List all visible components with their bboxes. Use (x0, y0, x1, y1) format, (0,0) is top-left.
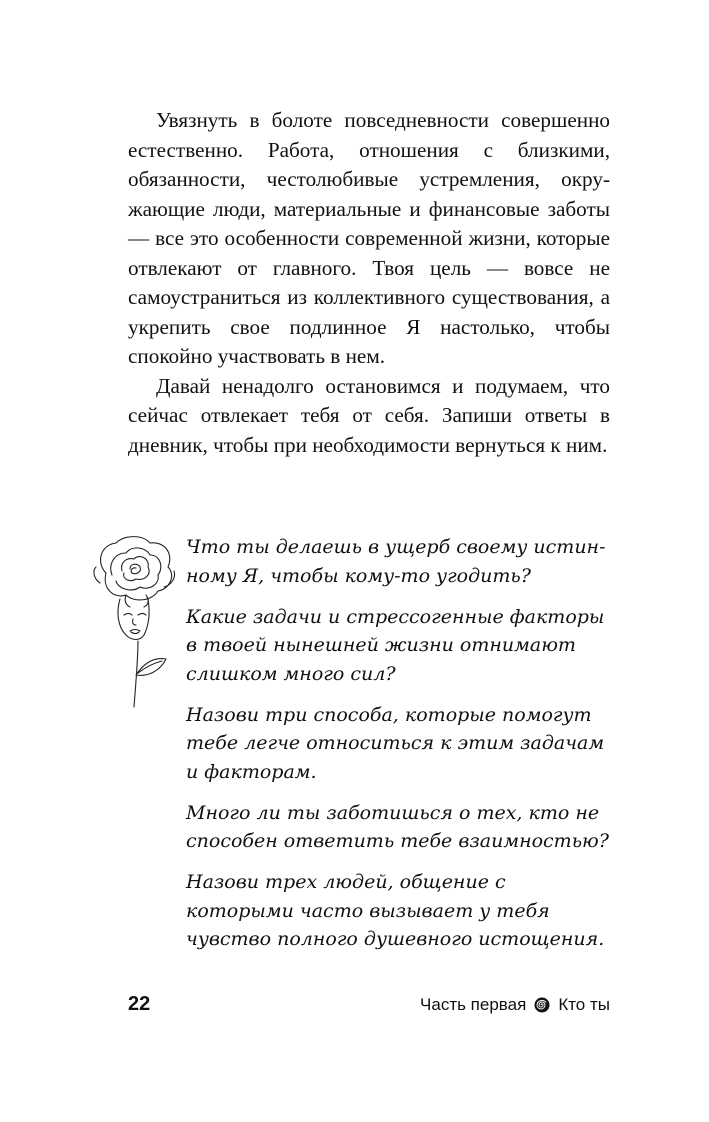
page-footer (128, 993, 610, 1019)
question-4: Много ли ты заботишься о тех, кто не способен ответить тебе взаимностью? (186, 801, 609, 852)
question-3: Назови три способа, которые помогут тебе легче относиться к этим задачам и факторам. (186, 703, 605, 783)
paragraph: Давай ненадолго остановимся и подумаем, что сейчас отвлекает тебя от себя. Запиши ответы в дневник, чтобы при необходимости вернуться к ним. (128, 373, 610, 457)
section-label: Кто ты (558, 995, 610, 1014)
part-label: Часть первая (420, 995, 527, 1014)
body-text (128, 106, 610, 460)
running-head (420, 995, 610, 1015)
question-5: Назови трех людей, общение с которыми часто вызывает у тебя чувство полного душевного истощения. (186, 871, 605, 950)
question-1: Что ты делаешь в ущерб своему истинному Я, чтобы кому-то угодить? (186, 536, 606, 587)
question-2: Какие задачи и стрессогенные факторы в твоей нынешней жизни отнимают слишком много сил? (186, 605, 605, 685)
spiral-rose-icon (534, 997, 550, 1013)
page-number: 22 (128, 993, 151, 1015)
rose-head-woman-line-art-icon (86, 535, 182, 710)
journal-prompts (186, 533, 610, 966)
paragraph: Увязнуть в болоте повседневности совершенно естественно. Работа, отношения с близкими, обязанности, честолюбивые устремления, окружающие люди, материальные и финансовые заботы — все это особенности современной жизни, которые отвлекают от главного. Твоя цель — вовсе не самоустраниться из коллективного существования, а укрепить свое подлинное Я настолько, чтобы спокойно участвовать в нем. (128, 108, 610, 368)
